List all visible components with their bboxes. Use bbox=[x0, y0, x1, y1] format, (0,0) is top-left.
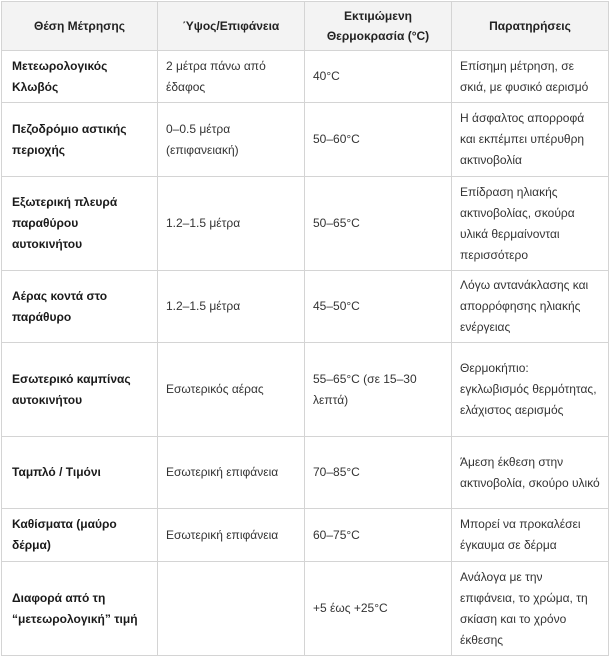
temperature-table bbox=[1, 1, 609, 656]
cell-temperature: +5 έως +25°C bbox=[305, 562, 452, 656]
cell-position: Διαφορά από τη “μετεωρολογική” τιμή bbox=[2, 562, 158, 656]
table-row bbox=[2, 103, 609, 177]
cell-temperature: 40°C bbox=[305, 51, 452, 103]
cell-temperature: 70–85°C bbox=[305, 437, 452, 509]
cell-temperature: 60–75°C bbox=[305, 509, 452, 562]
table-row bbox=[2, 177, 609, 271]
cell-notes: Λόγω αντανάκλασης και απορρόφησης ηλιακής ενέργειας bbox=[452, 271, 609, 343]
cell-height: 0–0.5 μέτρα (επιφανειακή) bbox=[158, 103, 305, 177]
cell-height: 1.2–1.5 μέτρα bbox=[158, 177, 305, 271]
cell-position: Εξωτερική πλευρά παραθύρου αυτοκινήτου bbox=[2, 177, 158, 271]
table-row bbox=[2, 51, 609, 103]
cell-notes: Μπορεί να προκαλέσει έγκαυμα σε δέρμα bbox=[452, 509, 609, 562]
cell-position: Πεζοδρόμιο αστικής περιοχής bbox=[2, 103, 158, 177]
cell-height: Εσωτερικός αέρας bbox=[158, 343, 305, 437]
cell-height: 2 μέτρα πάνω από έδαφος bbox=[158, 51, 305, 103]
cell-temperature: 50–60°C bbox=[305, 103, 452, 177]
cell-position: Ταμπλό / Τιμόνι bbox=[2, 437, 158, 509]
cell-position: Μετεωρολογικός Κλωβός bbox=[2, 51, 158, 103]
cell-temperature: 50–65°C bbox=[305, 177, 452, 271]
cell-temperature: 55–65°C (σε 15–30 λεπτά) bbox=[305, 343, 452, 437]
table-row bbox=[2, 437, 609, 509]
header-position: Θέση Μέτρησης bbox=[2, 2, 158, 51]
table-row bbox=[2, 271, 609, 343]
cell-height: Εσωτερική επιφάνεια bbox=[158, 509, 305, 562]
cell-notes: Άμεση έκθεση στην ακτινοβολία, σκούρο υλικό bbox=[452, 437, 609, 509]
table-row bbox=[2, 343, 609, 437]
table-row bbox=[2, 562, 609, 656]
cell-position: Εσωτερικό καμπίνας αυτοκινήτου bbox=[2, 343, 158, 437]
cell-position: Αέρας κοντά στο παράθυρο bbox=[2, 271, 158, 343]
cell-height bbox=[158, 562, 305, 656]
header-temperature: Εκτιμώμενη Θερμοκρασία (°C) bbox=[305, 2, 452, 51]
header-notes: Παρατηρήσεις bbox=[452, 2, 609, 51]
table-row bbox=[2, 509, 609, 562]
table-header-row bbox=[2, 2, 609, 51]
cell-height: Εσωτερική επιφάνεια bbox=[158, 437, 305, 509]
cell-temperature: 45–50°C bbox=[305, 271, 452, 343]
temperature-table-container bbox=[1, 1, 608, 656]
cell-notes: Επίδραση ηλιακής ακτινοβολίας, σκούρα υλικά θερμαίνονται περισσότερο bbox=[452, 177, 609, 271]
cell-notes: Ανάλογα με την επιφάνεια, το χρώμα, τη σκίαση και το χρόνο έκθεσης bbox=[452, 562, 609, 656]
cell-position: Καθίσματα (μαύρο δέρμα) bbox=[2, 509, 158, 562]
cell-notes: Θερμοκήπιο: εγκλωβισμός θερμότητας, ελάχιστος αερισμός bbox=[452, 343, 609, 437]
cell-notes: Επίσημη μέτρηση, σε σκιά, με φυσικό αερισμό bbox=[452, 51, 609, 103]
cell-notes: Η άσφαλτος απορροφά και εκπέμπει υπέρυθρη ακτινοβολία bbox=[452, 103, 609, 177]
header-height: Ύψος/Επιφάνεια bbox=[158, 2, 305, 51]
cell-height: 1.2–1.5 μέτρα bbox=[158, 271, 305, 343]
